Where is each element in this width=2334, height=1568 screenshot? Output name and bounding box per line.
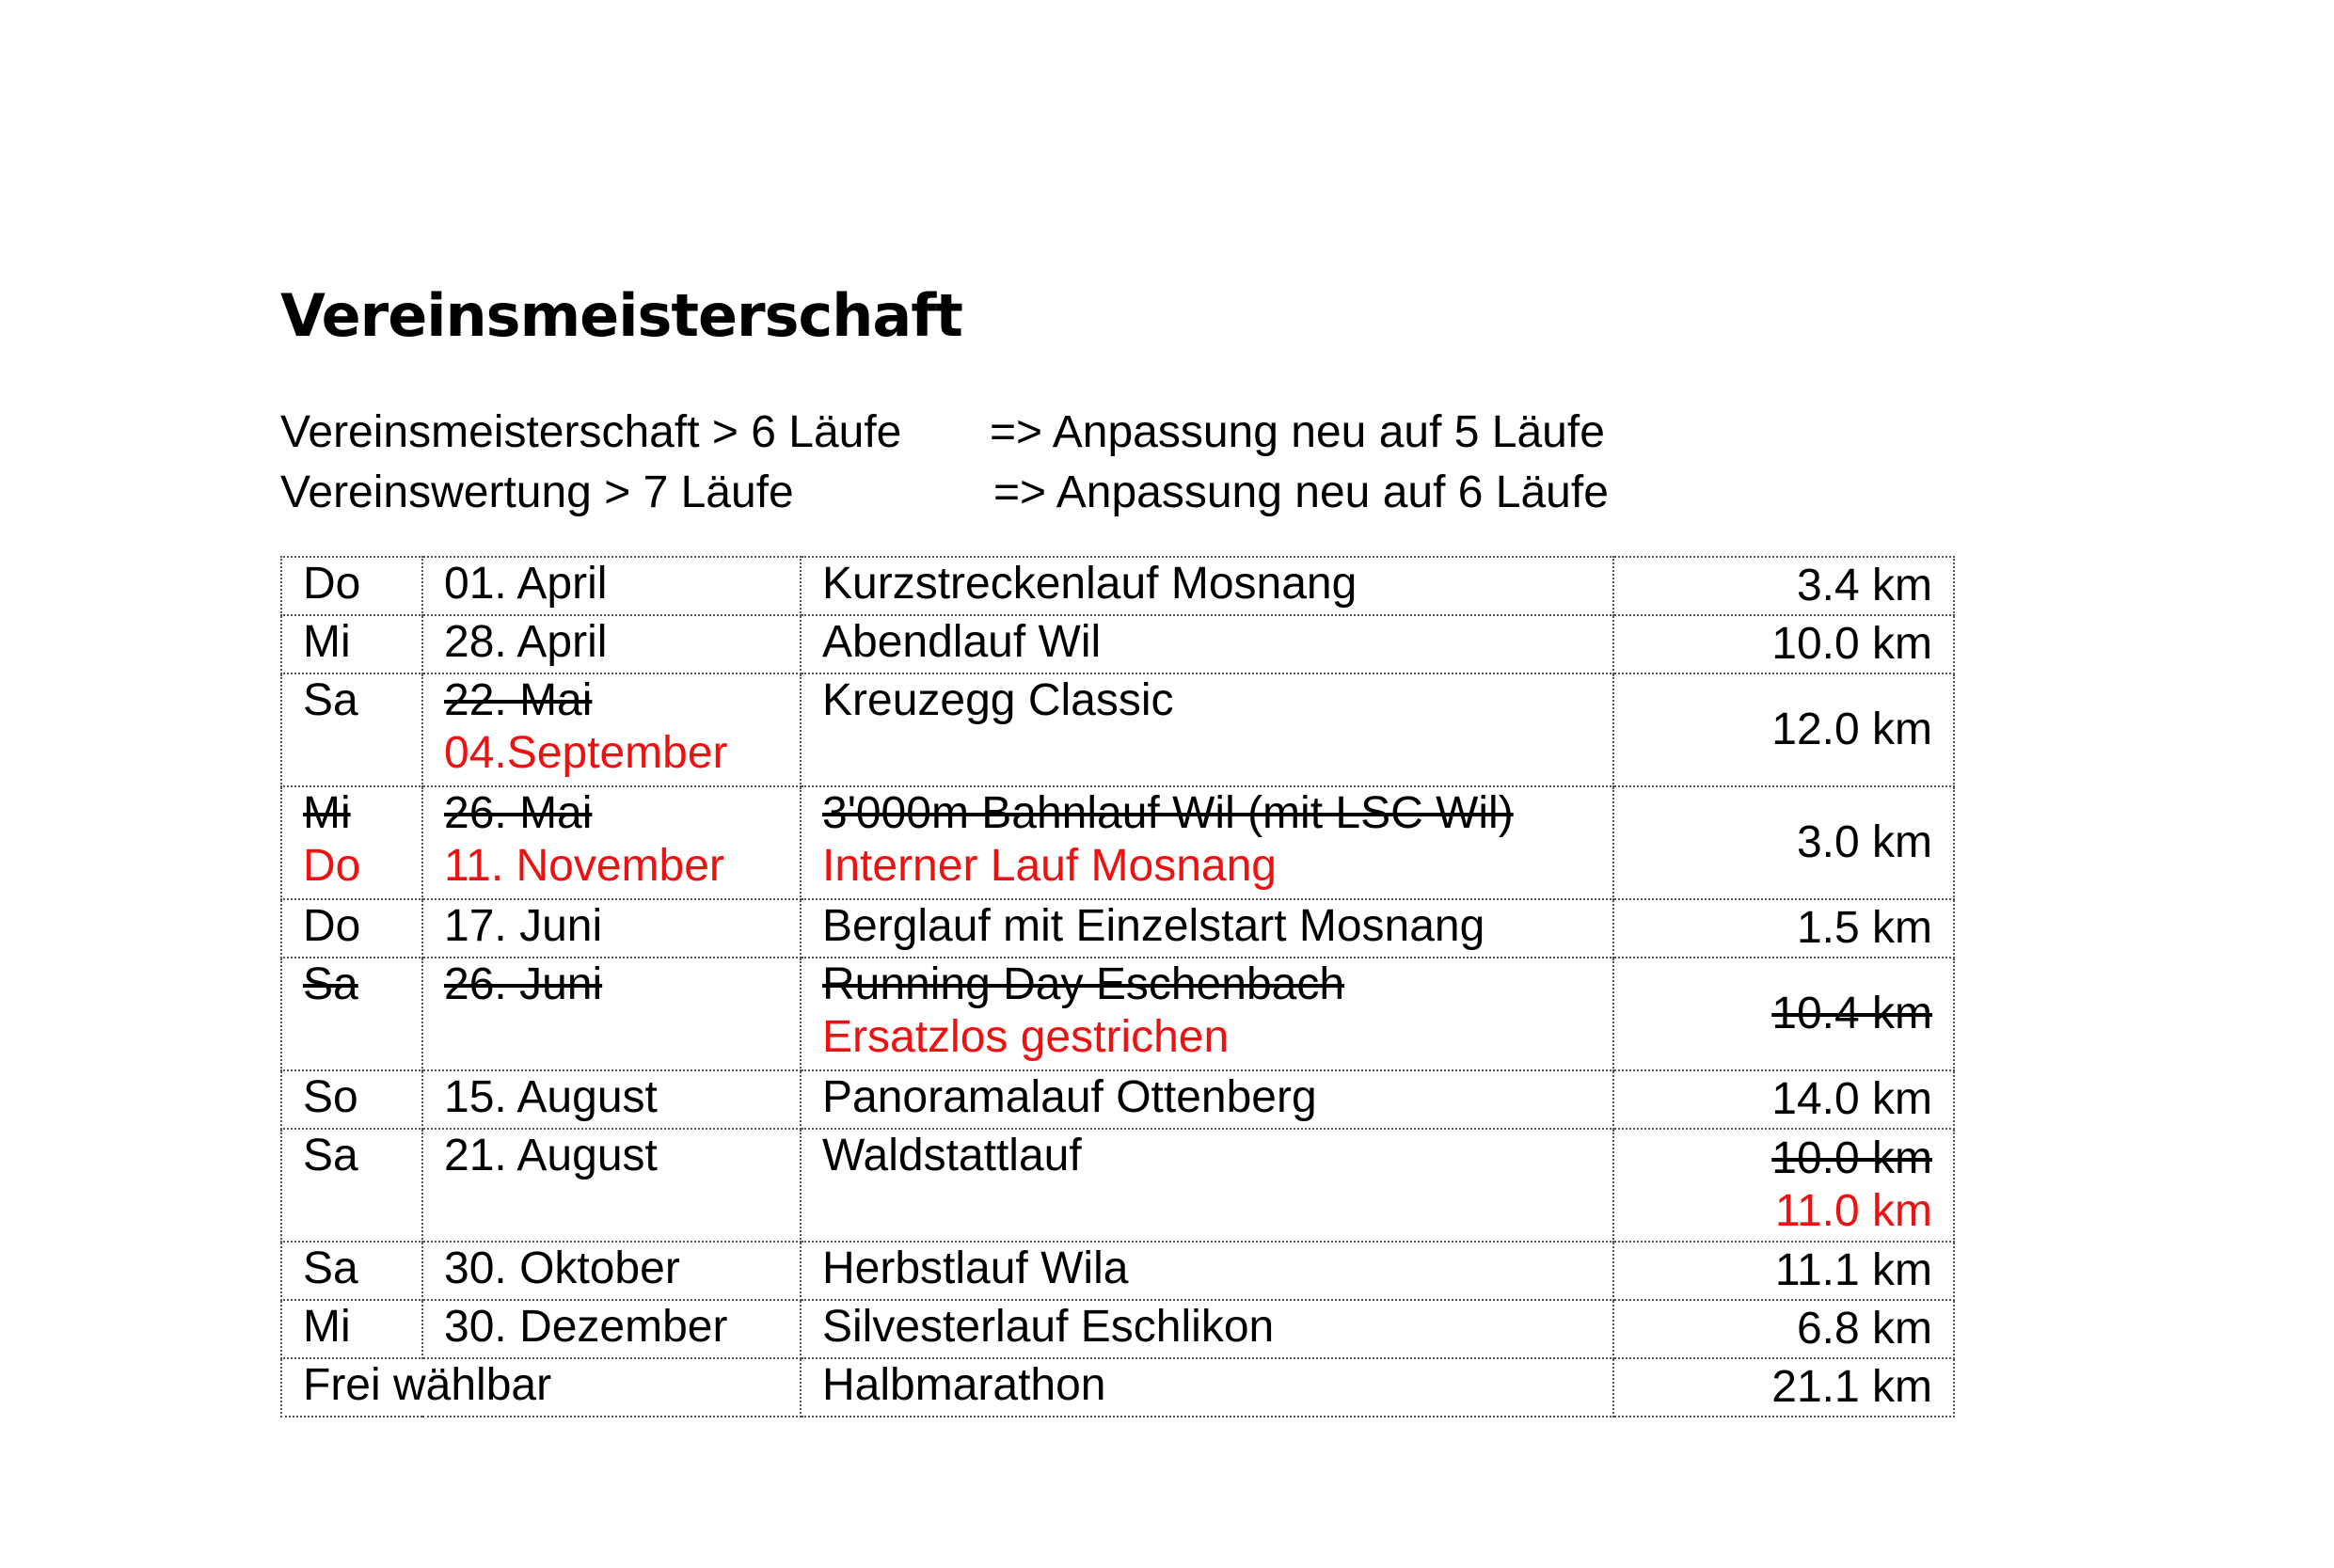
event-cell — [801, 786, 1613, 899]
cell-value: 01. April — [444, 559, 608, 609]
day-cell — [281, 1129, 422, 1242]
distance-cell — [1613, 958, 1954, 1070]
table-row — [281, 1300, 1954, 1358]
table-row — [281, 958, 1954, 1070]
day-cell — [281, 899, 422, 958]
rule-line — [280, 403, 1605, 463]
table-row — [281, 673, 1954, 786]
date-cell — [422, 1070, 801, 1129]
schedule-body — [281, 557, 1954, 1417]
date-cell — [422, 557, 801, 615]
table-row — [281, 899, 1954, 958]
cell-value: Mi — [303, 1302, 351, 1352]
date-cell — [422, 899, 801, 958]
cell-value: Do — [303, 559, 361, 609]
event-cell — [801, 1358, 1613, 1417]
event-cell — [801, 1300, 1613, 1358]
cell-value: Panoramalauf Ottenberg — [822, 1072, 1317, 1122]
struck-value: Sa — [303, 959, 358, 1009]
rule-condition: Vereinswertung > 7 Läufe — [280, 467, 794, 517]
struck-value: 10.4 km — [1771, 989, 1932, 1038]
cell-value: 6.8 km — [1796, 1304, 1932, 1354]
struck-value: 22. Mai — [444, 675, 593, 725]
struck-value: Mi — [303, 788, 351, 838]
updated-value: 11. November — [444, 841, 724, 891]
cell-value: 14.0 km — [1771, 1074, 1932, 1124]
table-row — [281, 615, 1954, 673]
distance-cell — [1613, 899, 1954, 958]
day-cell — [281, 1242, 422, 1300]
event-cell — [801, 557, 1613, 615]
date-cell — [422, 1300, 801, 1358]
distance-cell — [1613, 673, 1954, 786]
cell-value: 15. August — [444, 1072, 658, 1122]
struck-value: 26. Mai — [444, 788, 593, 838]
table-row — [281, 1129, 1954, 1242]
cell-value: Kurzstreckenlauf Mosnang — [822, 559, 1358, 609]
event-cell — [801, 1070, 1613, 1129]
date-cell — [422, 786, 801, 899]
event-cell — [801, 958, 1613, 1070]
day-cell — [281, 958, 422, 1070]
event-cell — [801, 1242, 1613, 1300]
day-date-cell — [281, 1358, 801, 1417]
distance-cell — [1613, 615, 1954, 673]
day-cell — [281, 1300, 422, 1358]
distance-cell — [1613, 1300, 1954, 1358]
rule-condition: Vereinsmeisterschaft > 6 Läufe — [280, 407, 902, 457]
updated-value: Interner Lauf Mosnang — [822, 841, 1277, 891]
distance-cell — [1613, 1358, 1954, 1417]
struck-value: 3'000m Bahnlauf Wil (mit LSC Wil) — [822, 788, 1514, 838]
event-cell — [801, 615, 1613, 673]
distance-cell — [1613, 786, 1954, 899]
distance-cell — [1613, 557, 1954, 615]
date-cell — [422, 673, 801, 786]
cell-value: Silvesterlauf Eschlikon — [822, 1302, 1275, 1352]
cell-value: 1.5 km — [1796, 903, 1932, 953]
updated-value: Do — [303, 841, 361, 891]
cell-value: Sa — [303, 1131, 358, 1180]
distance-cell — [1613, 1129, 1954, 1242]
cell-value: 30. Dezember — [444, 1302, 728, 1352]
rule-line — [280, 463, 1609, 523]
event-cell — [801, 673, 1613, 786]
day-cell — [281, 673, 422, 786]
date-cell — [422, 958, 801, 1070]
cell-value: 28. April — [444, 617, 608, 667]
updated-value: 11.0 km — [1774, 1186, 1932, 1236]
cell-value: Mi — [303, 617, 351, 667]
struck-value: Running Day Eschenbach — [822, 959, 1345, 1009]
struck-value: 10.0 km — [1771, 1133, 1932, 1183]
rules-block — [280, 403, 1609, 523]
cell-value: Abendlauf Wil — [822, 617, 1102, 667]
updated-value: Ersatzlos gestrichen — [822, 1012, 1230, 1062]
cell-value: Berglauf mit Einzelstart Mosnang — [822, 901, 1485, 951]
date-cell — [422, 615, 801, 673]
date-cell — [422, 1242, 801, 1300]
cell-value: Kreuzegg Classic — [822, 675, 1174, 725]
cell-value: Sa — [303, 675, 358, 725]
cell-value: 11.1 km — [1774, 1245, 1932, 1295]
cell-value: 21. August — [444, 1131, 658, 1180]
cell-value: 10.0 km — [1771, 619, 1932, 669]
table-row — [281, 557, 1954, 615]
rule-adjustment: => Anpassung neu auf 6 Läufe — [993, 467, 1609, 517]
table-row — [281, 786, 1954, 899]
distance-cell — [1613, 1242, 1954, 1300]
cell-value: Do — [303, 901, 361, 951]
cell-value: Frei wählbar — [303, 1360, 552, 1410]
day-cell — [281, 557, 422, 615]
struck-value: 26. Juni — [444, 959, 603, 1009]
cell-value: So — [303, 1072, 358, 1122]
cell-value: Halbmarathon — [822, 1360, 1106, 1410]
event-cell — [801, 899, 1613, 958]
date-cell — [422, 1129, 801, 1242]
cell-value: Sa — [303, 1243, 358, 1293]
page-title: Vereinsmeisterschaft — [280, 281, 962, 350]
cell-value: 17. Juni — [444, 901, 603, 951]
schedule-table — [280, 556, 1955, 1418]
table-row — [281, 1358, 1954, 1417]
cell-value: 12.0 km — [1771, 705, 1932, 754]
distance-cell — [1613, 1070, 1954, 1129]
day-cell — [281, 1070, 422, 1129]
updated-value: 04.September — [444, 728, 728, 778]
cell-value: 3.0 km — [1796, 817, 1932, 867]
cell-value: 3.4 km — [1796, 561, 1932, 610]
cell-value: 21.1 km — [1771, 1362, 1932, 1412]
day-cell — [281, 615, 422, 673]
event-cell — [801, 1129, 1613, 1242]
rule-adjustment: => Anpassung neu auf 5 Läufe — [990, 407, 1605, 457]
cell-value: 30. Oktober — [444, 1243, 680, 1293]
day-cell — [281, 786, 422, 899]
cell-value: Herbstlauf Wila — [822, 1243, 1129, 1293]
table-row — [281, 1070, 1954, 1129]
cell-value: Waldstattlauf — [822, 1131, 1082, 1180]
table-row — [281, 1242, 1954, 1300]
